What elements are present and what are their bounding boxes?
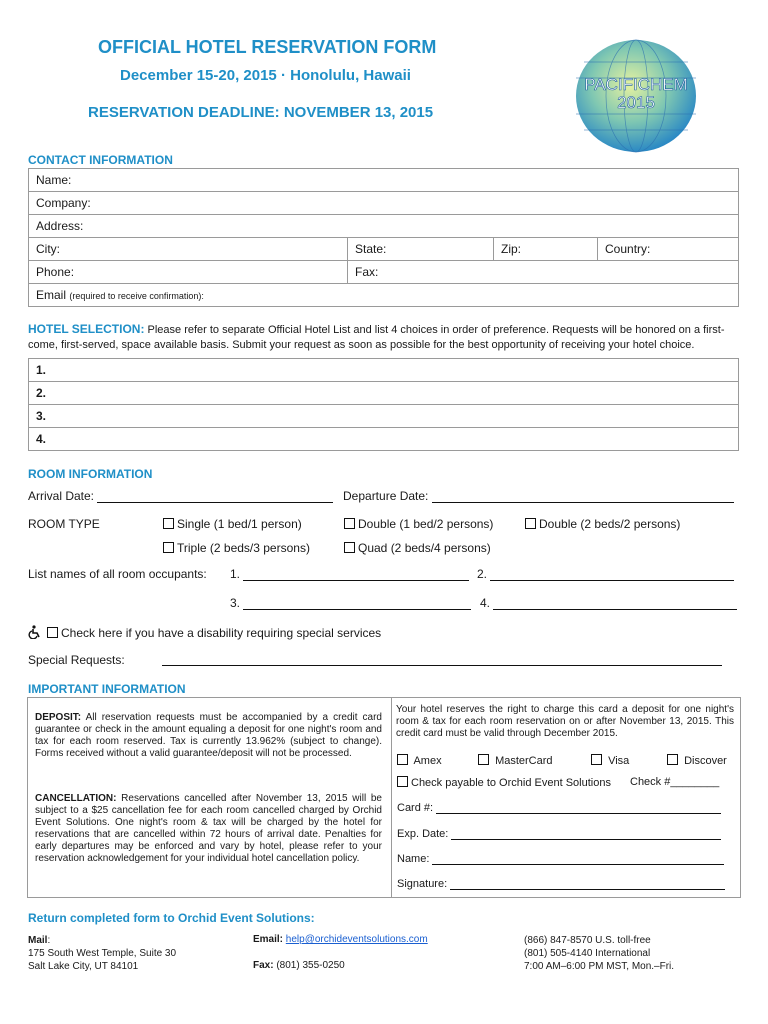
hotel-selection-intro [28,322,740,353]
double1-option[interactable] [344,517,493,531]
name-field[interactable]: Name: [29,169,739,192]
arrival-label: Arrival Date: [28,489,95,503]
room-type-label: ROOM TYPE [28,517,100,531]
wheelchair-icon [28,625,42,642]
occupant-3-line [243,597,471,610]
deposit-label: DEPOSIT: [35,712,82,723]
fax-block [253,960,345,971]
occupant-2-number: 2. [477,567,488,581]
mastercard-option[interactable] [478,754,553,767]
discover-label: Discover [684,755,727,767]
occupant-3-number: 3. [230,596,241,610]
disability-label: Check here if you have a disability requiring special services [61,626,382,640]
arrival-line [97,490,333,503]
amex-label: Amex [413,755,442,767]
exp-date-field[interactable] [397,827,721,840]
return-heading: Return completed form to Orchid Event Solutions: [28,911,315,925]
charge-notice: Your hotel reserves the right to charge this card a deposit for one night's room & tax for each room reservation on or after November 13, 2015. This credit card must be valid through December 2015. [396,704,734,739]
footer-email-label: Email: [253,934,284,945]
check-option[interactable] [397,776,611,789]
double2-checkbox[interactable] [525,518,536,529]
signature-label: Signature: [397,878,448,890]
amex-option[interactable] [397,754,442,767]
check-payable-label: Check payable to Orchid Event Solutions [411,777,611,789]
mail-address-2: Salt Lake City, UT 84101 [28,961,139,972]
important-heading: IMPORTANT INFORMATION [28,682,186,696]
cancellation-label: CANCELLATION: [35,793,117,804]
hotel-choices-table [28,358,739,451]
departure-label: Departure Date: [343,489,429,503]
phone-toll-free: (866) 847-8570 U.S. toll-free [524,935,651,946]
check-number-field[interactable]: Check #________ [630,776,720,788]
departure-line [432,490,734,503]
logo-text-2: 2015 [617,93,655,112]
signature-field[interactable] [397,877,725,890]
address-field[interactable]: Address: [29,215,739,238]
special-requests-label: Special Requests: [28,653,125,667]
occupant-4[interactable] [480,596,737,610]
occupants-label: List names of all room occupants: [28,567,207,581]
email-block [253,934,428,945]
single-option[interactable] [163,517,302,531]
triple-option[interactable] [163,541,310,555]
event-dates: December 15-20, 2015 · Honolulu, Hawaii [120,67,411,84]
visa-checkbox[interactable] [591,754,602,765]
mail-colon: : [47,935,51,946]
card-number-label: Card #: [397,802,434,814]
double2-option[interactable] [525,517,680,531]
mastercard-label: MasterCard [495,755,553,767]
occupant-1-line [243,568,469,581]
zip-field[interactable]: Zip: [494,238,598,261]
cardholder-name-field[interactable] [397,852,724,865]
exp-date-line [451,827,721,840]
country-field[interactable]: Country: [598,238,739,261]
disability-checkbox[interactable] [47,627,58,638]
special-requests-line[interactable] [162,652,722,666]
double2-label: Double (2 beds/2 persons) [539,517,681,531]
card-number-field[interactable] [397,801,721,814]
triple-label: Triple (2 beds/3 persons) [177,541,310,555]
visa-label: Visa [608,755,630,767]
office-hours: 7:00 AM–6:00 PM MST, Mon.–Fri. [524,961,675,972]
phone-international: (801) 505-4140 International [524,948,651,959]
pacifichem-logo [568,38,704,154]
occupant-4-number: 4. [480,596,491,610]
signature-line [450,877,725,890]
double1-label: Double (1 bed/2 persons) [358,517,494,531]
occupant-1[interactable] [230,567,469,581]
mail-address-1: 175 South West Temple, Suite 30 [28,948,177,959]
phone-field[interactable]: Phone: [29,261,348,284]
city-field[interactable]: City: [29,238,348,261]
triple-checkbox[interactable] [163,542,174,553]
cancellation-body: Reservations cancelled after November 13, 2015 will be subject to a $25 cancellation fee for each room cancelled charged by Orchid Event Solutions. One night's room & tax will be charged by the hotel for reservations that are cancelled within 72 hours of arrival date. Penalties for early departures may be enforced and vary by hotel, please refer to your reservation acknowledgement for your individual hotel cancellation policy. [35,793,382,864]
form-title: OFFICIAL HOTEL RESERVATION FORM [98,37,437,57]
email-label: Email [36,288,67,302]
footer-email-link[interactable]: help@orchideventsolutions.com [285,934,428,945]
disability-option[interactable] [28,625,381,642]
cardholder-name-label: Name: [397,853,430,865]
email-field[interactable] [29,284,739,307]
occupant-1-number: 1. [230,567,241,581]
visa-option[interactable] [591,754,629,767]
check-checkbox[interactable] [397,776,408,787]
hotel-choice-4[interactable]: 4. [29,428,739,451]
quad-checkbox[interactable] [344,542,355,553]
occupant-2[interactable] [477,567,734,581]
deadline: RESERVATION DEADLINE: NOVEMBER 13, 2015 [88,104,434,121]
room-heading: ROOM INFORMATION [28,467,153,481]
double1-checkbox[interactable] [344,518,355,529]
contact-heading: CONTACT INFORMATION [28,153,173,167]
mastercard-checkbox[interactable] [478,754,489,765]
single-label: Single (1 bed/1 person) [177,517,302,531]
hotel-choice-1[interactable]: 1. [29,359,739,382]
email-note: (required to receive confirmation): [69,291,204,301]
mail-block [28,934,176,973]
exp-date-label: Exp. Date: [397,828,449,840]
logo-text-1: PACIFICHEM [584,75,688,94]
mail-label: Mail [28,935,48,946]
discover-checkbox[interactable] [667,754,678,765]
deposit-body: All reservation requests must be accompanied by a credit card guarantee or check in the amount equaling a deposit for one night's room and tax for each room reserved. Tax is currently 13.962% (subject to change). Forms received without a valid guarantee/deposit will not be processed. [35,712,382,759]
quad-option[interactable] [344,541,491,555]
phone-block [524,934,674,973]
amex-checkbox[interactable] [397,754,408,765]
single-checkbox[interactable] [163,518,174,529]
hotel-heading: HOTEL SELECTION: [28,322,145,336]
hotel-choice-2[interactable]: 2. [29,382,739,405]
card-number-line [436,801,721,814]
state-field[interactable]: State: [348,238,494,261]
discover-option[interactable] [667,754,727,767]
departure-date[interactable] [343,489,734,503]
deposit-text [35,712,382,760]
cardholder-name-line [432,852,724,865]
occupant-2-line [490,568,734,581]
footer-fax-label: Fax: [253,960,274,971]
arrival-date[interactable] [28,489,333,503]
fax-field[interactable]: Fax: [348,261,739,284]
hotel-instructions: Please refer to separate Official Hotel List and list 4 choices in order of preference. Requests will be honored on a first-come, first-served, space available basis. Submit your request as soon as possible for the best opportunity of receiving your hotel choice. [28,324,725,351]
important-divider [391,697,392,897]
company-field[interactable]: Company: [29,192,739,215]
quad-label: Quad (2 beds/4 persons) [358,541,491,555]
cancellation-text [35,793,382,865]
occupant-3[interactable] [230,596,471,610]
footer-fax-value: (801) 355-0250 [276,960,345,971]
hotel-choice-3[interactable]: 3. [29,405,739,428]
occupant-4-line [493,597,737,610]
contact-table [28,168,739,307]
